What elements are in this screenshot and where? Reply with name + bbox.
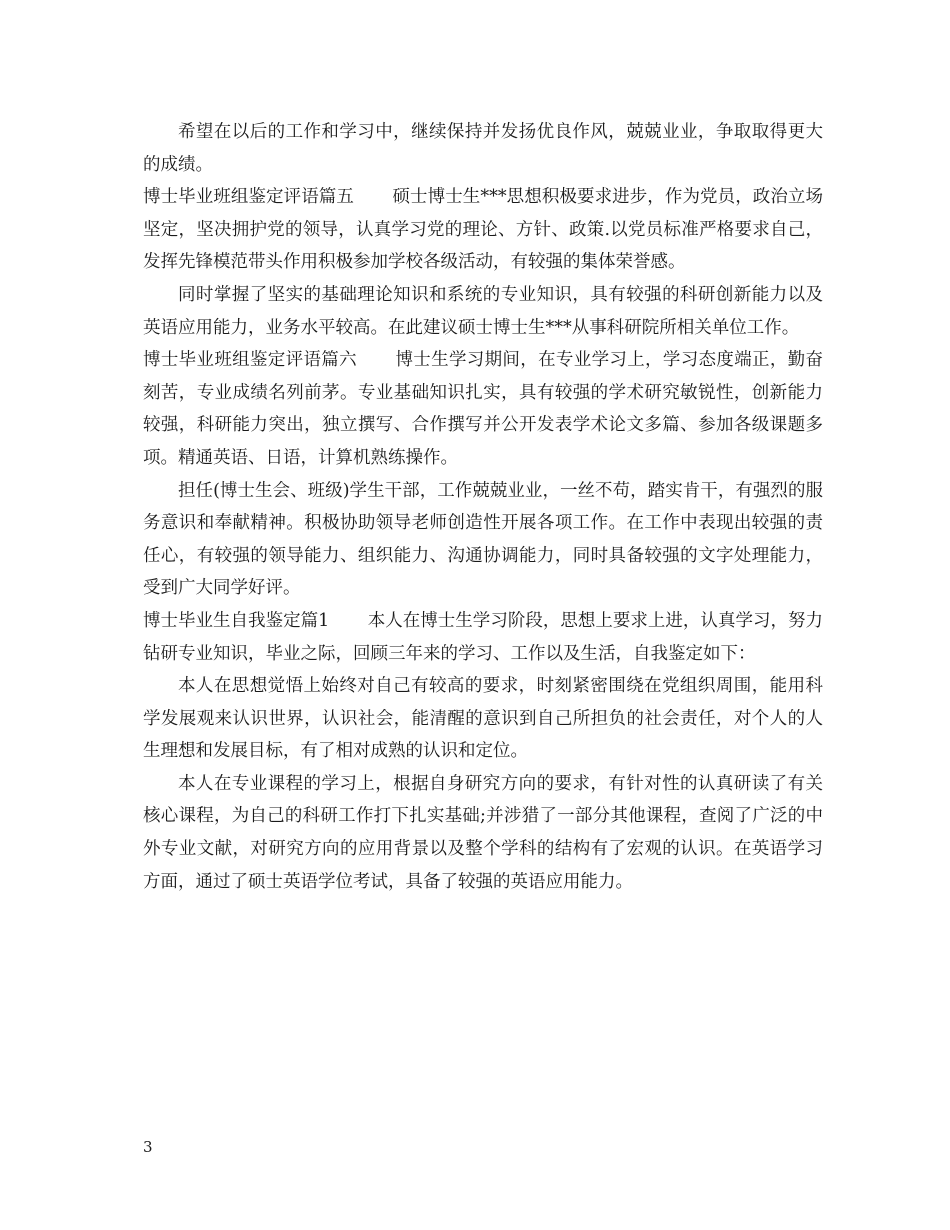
paragraph [143, 605, 823, 670]
paragraph [143, 475, 823, 605]
paragraph [143, 344, 823, 474]
paragraph [143, 279, 823, 344]
section-heading: 博士毕业班组鉴定评语篇五 [143, 187, 354, 208]
paragraph [143, 670, 823, 768]
paragraph [143, 181, 823, 279]
paragraph-text: 本人在博士生学习阶段，思想上要求上进，认真学习，努力钻研专业知识，毕业之际，回顾三年来的学习、工作以及生活，自我鉴定如下： [143, 610, 823, 664]
paragraph-text: 希望在以后的工作和学习中，继续保持并发扬优良作风，兢兢业业，争取取得更大的成绩。 [143, 122, 823, 175]
paragraph-text: 本人在专业课程的学习上，根据自身研究方向的要求，有针对性的认真研读了有关核心课程，为自己的科研工作打下扎实基础;并涉猎了一部分其他课程，查阅了广泛的中外专业文献，对研究方向的应用背景以及整个学科的结构有了宏观的认识。在英语学习方面，通过了硕士英语学位考试，具备了较强的英语应用能力。 [143, 773, 823, 892]
section-heading: 博士毕业生自我鉴定篇1 [143, 610, 330, 631]
paragraph-text: 同时掌握了坚实的基础理论知识和系统的专业知识，具有较强的科研创新能力以及英语应用能力，业务水平较高。在此建议硕士博士生***从事科研院所相关单位工作。 [143, 284, 823, 338]
document-body [143, 116, 823, 898]
paragraph-text: 本人在思想觉悟上始终对自己有较高的要求，时刻紧密围绕在党组织周围，能用科学发展观来认识世界，认识社会，能清醒的意识到自己所担负的社会责任，对个人的人生理想和发展目标，有了相对成熟的认识和定位。 [143, 676, 823, 762]
paragraph [143, 768, 823, 898]
paragraph-text: 担任(博士生会、班级)学生干部，工作兢兢业业，一丝不苟，踏实肯干，有强烈的服务意识和奉献精神。积极协助领导老师创造性开展各项工作。在工作中表现出较强的责任心，有较强的领导能力、组织能力、沟通协调能力，同时具备较强的文字处理能力，受到广大同学好评。 [143, 480, 823, 599]
section-heading: 博士毕业班组鉴定评语篇六 [143, 350, 357, 371]
paragraph-text: 硕士博士生***思想积极要求进步，作为党员，政治立场坚定，坚决拥护党的领导，认真学习党的理论、方针、政策.以党员标准严格要求自己，发挥先锋模范带头作用积极参加学校各级活动，有较强的集体荣誉感。 [143, 187, 824, 273]
paragraph [143, 116, 823, 181]
paragraph-text: 博士生学习期间，在专业学习上，学习态度端正，勤奋刻苦，专业成绩名列前茅。专业基础知识扎实，具有较强的学术研究敏锐性，创新能力较强，科研能力突出，独立撰写、合作撰写并公开发表学术论文多篇、参加各级课题多项。精通英语、日语，计算机熟练操作。 [143, 350, 824, 468]
page-number: 3 [143, 1138, 153, 1156]
